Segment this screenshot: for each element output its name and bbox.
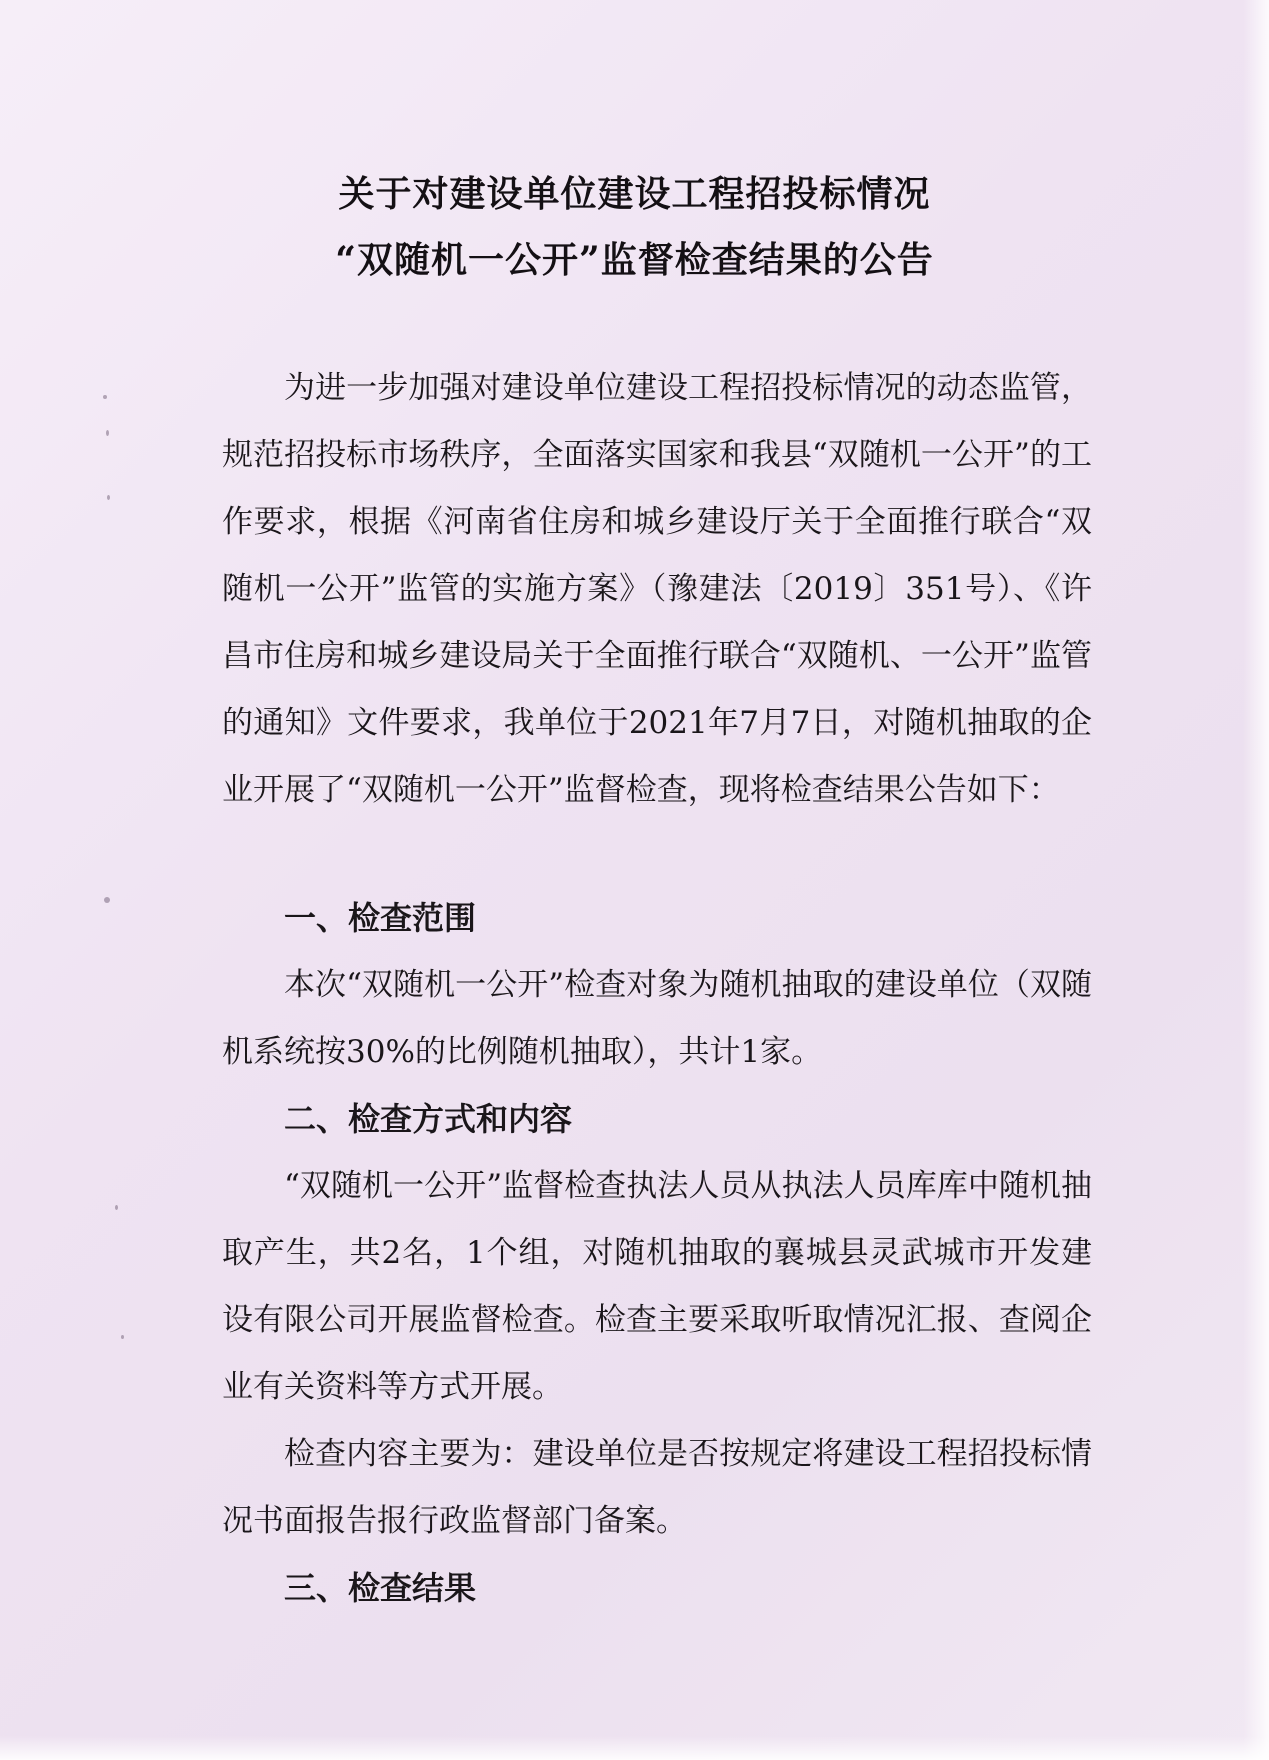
document-title-line-2: “双随机一公开”监督检查结果的公告	[335, 239, 934, 281]
document-title-line-1: 关于对建设单位建设工程招投标情况	[338, 173, 931, 215]
scan-speck	[103, 395, 107, 399]
intro-paragraph: 为进一步加强对建设单位建设工程招投标情况的动态监管，规范招投标市场秩序，全面落实国家和我县“双随机一公开”的工作要求，根据《河南省住房和城乡建设厅关于全面推行联合“双随机一公开”监管的实施方案》（豫建法〔2019〕351号）、《许昌市住房和城乡建设局关于全面推行联合“双随机、一公开”监管的通知》文件要求，我单位于2021年7月7日，对随机抽取的企业开展了“双随机一公开”监督检查，现将检查结果公告如下：	[222, 370, 1092, 808]
intro-section	[222, 355, 1092, 824]
scan-speck	[106, 430, 109, 436]
scan-speck	[121, 1335, 124, 1339]
section-2-paragraph-1: “双随机一公开”监督检查执法人员从执法人员库库中随机抽取产生，共2名，1个组，对随机抽取的襄城县灵武城市开发建设有限公司开展监督检查。检查主要采取听取情况汇报、查阅企业有关资料等方式开展。	[222, 1168, 1092, 1405]
scan-speck	[107, 495, 110, 500]
section-1-heading: 一、检查范围	[284, 899, 477, 937]
section-2-heading: 二、检查方式和内容	[284, 1100, 573, 1138]
section-1-paragraph: 本次“双随机一公开”检查对象为随机抽取的建设单位（双随机系统按30%的比例随机抽取），共计1家。	[222, 967, 1092, 1070]
section-2-heading-block	[222, 1086, 1092, 1153]
section-2-body	[222, 1153, 1092, 1421]
page-edge-shadow-bottom	[0, 1736, 1269, 1760]
scan-speck	[104, 897, 110, 903]
section-2-body-continued	[222, 1421, 1092, 1555]
section-3-heading-block	[222, 1555, 1092, 1622]
section-1-body	[222, 952, 1092, 1086]
section-1-heading-block	[222, 885, 1092, 952]
scan-speck	[115, 1205, 118, 1210]
section-3-heading: 三、检查结果	[284, 1569, 477, 1607]
section-2-paragraph-2: 检查内容主要为：建设单位是否按规定将建设工程招投标情况书面报告报行政监督部门备案。	[222, 1436, 1092, 1539]
